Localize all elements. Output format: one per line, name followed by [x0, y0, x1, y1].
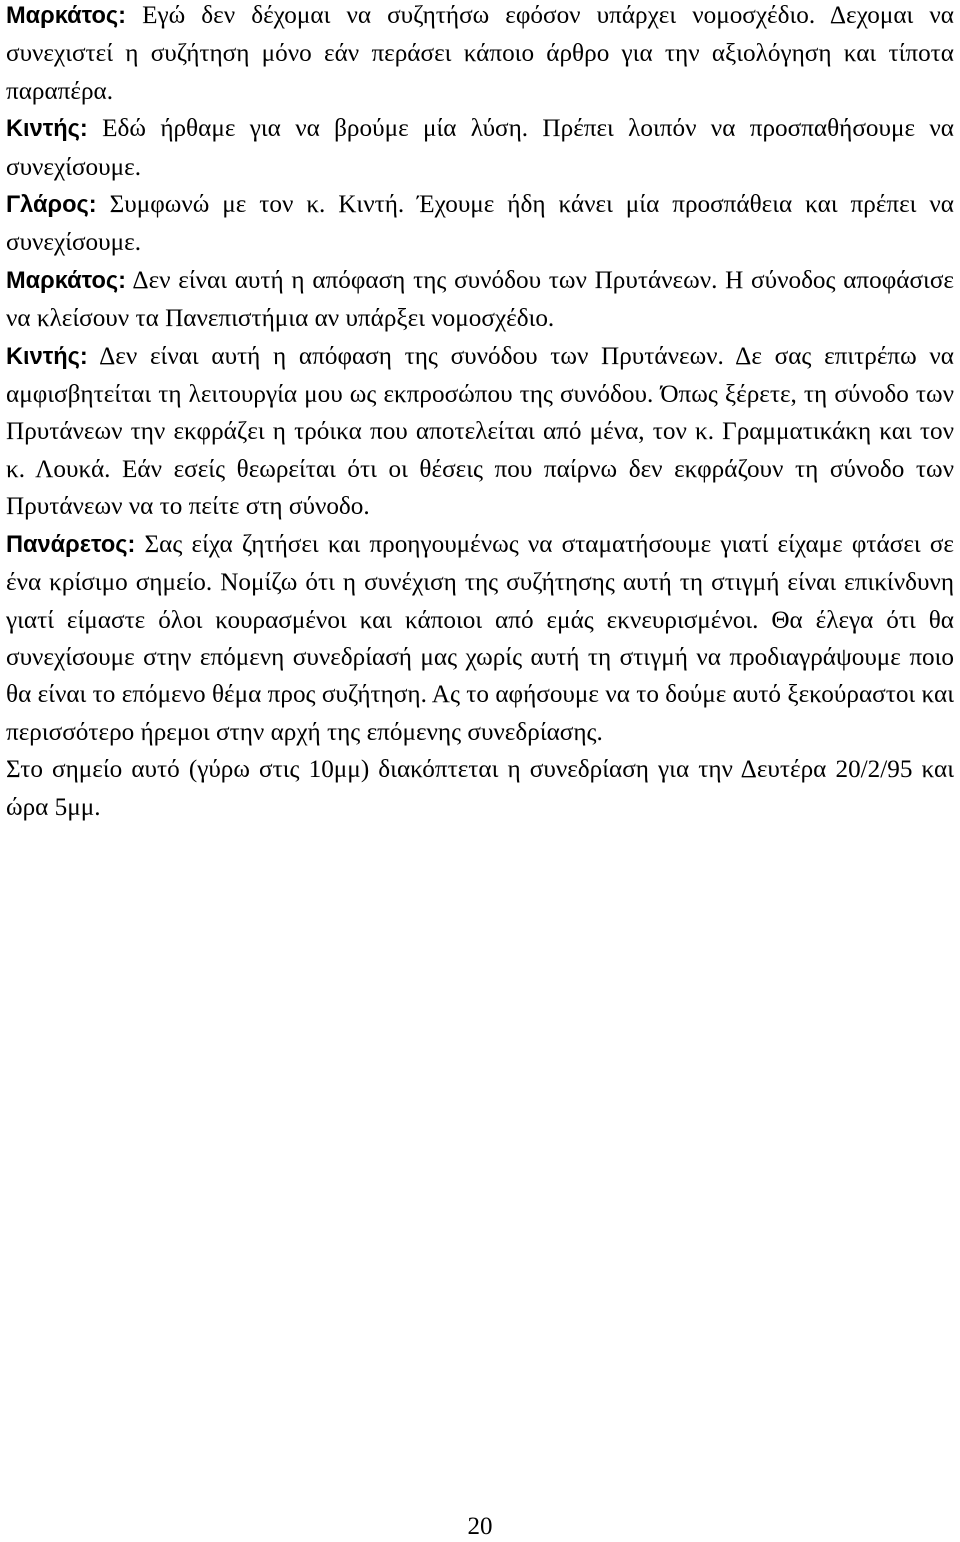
speech-kintis-2 — [6, 338, 954, 526]
speaker-name: Μαρκάτος: — [6, 267, 127, 294]
speech-markatos-2 — [6, 262, 954, 338]
speech-kintis-1 — [6, 110, 954, 186]
speaker-name: Γλάρος: — [6, 192, 97, 219]
speaker-name: Κιντής: — [6, 116, 88, 143]
speaker-name: Κιντής: — [6, 343, 88, 370]
speech-text: Συμφωνώ με τον κ. Κιντή. Έχουμε ήδη κάνει μία προσπάθεια και πρέπει να συνεχίσουμε. — [6, 191, 954, 257]
closing-note — [6, 751, 954, 826]
speaker-name: Πανάρετος: — [6, 531, 136, 558]
closing-note-text: Στο σημείο αυτό (γύρω στις 10μμ) διακόπτεται η συνεδρίαση για την Δευτέρα 20/2/95 και ώρα 5μμ. — [6, 756, 954, 821]
speech-text: Εδώ ήρθαμε για να βρούμε μία λύση. Πρέπει λοιπόν να προσπαθήσουμε να συνεχίσουμε. — [6, 115, 954, 181]
speech-glaros — [6, 186, 954, 262]
speech-text: Εγώ δεν δέχομαι να συζητήσω εφόσον υπάρχει νομοσχέδιο. Δεχομαι να συνεχιστεί η συζήτηση μόνο εάν περάσει κάποιο άρθρο για την αξιολόγηση και τίποτα παραπέρα. — [6, 2, 954, 105]
speech-panaretos — [6, 526, 954, 751]
speech-markatos-1 — [6, 0, 954, 110]
speech-text: Δεν είναι αυτή η απόφαση της συνόδου των Πρυτάνεων. Δε σας επιτρέπω να αμφισβητείται τη λειτουργία μου ως εκπροσώπου της συνόδου. Όπως ξέρετε, τη σύνοδο των Πρυτάνεων την εκφράζει η τρόικα που αποτελείται από μένα, τον κ. Γραμματικάκη και τον κ. Λουκά. Εάν εσείς θεωρείται ότι οι θέσεις που παίρνω δεν εκφράζουν τη σύνοδο των Πρυτάνεων να το πείτε στη σύνοδο. — [6, 342, 954, 521]
page-number: 20 — [467, 1513, 493, 1540]
document-body — [6, 0, 954, 826]
speaker-name: Μαρκάτος: — [6, 3, 127, 29]
speech-text: Σας είχα ζητήσει και προηγουμένως να σταματήσουμε γιατί είχαμε φτάσει σε ένα κρίσιμο σημείο. Νομίζω ότι η συνέχιση της συζήτησης αυτή τη στιγμή είναι επικίνδυνη γιατί είμαστε όλοι κουρασμένοι και κάποιοι από εμάς εκνευρισμένοι. Θα έλεγα ότι θα συνεχίσουμε στην επόμενη συνεδρίασή μας χωρίς αυτή τη στιγμή να προδιαγράψουμε ποιο θα είναι το επόμενο θέμα προς συζήτηση. Ας το αφήσουμε να το δούμε αυτό ξεκούραστοι και περισσότερο ήρεμοι στην αρχή της επόμενης συνεδρίασης. — [6, 530, 954, 746]
speech-text: Δεν είναι αυτή η απόφαση της συνόδου των Πρυτάνεων. Η σύνοδος αποφάσισε να κλείσουν τα Πανεπιστήμια αν υπάρξει νομοσχέδιο. — [6, 266, 954, 333]
